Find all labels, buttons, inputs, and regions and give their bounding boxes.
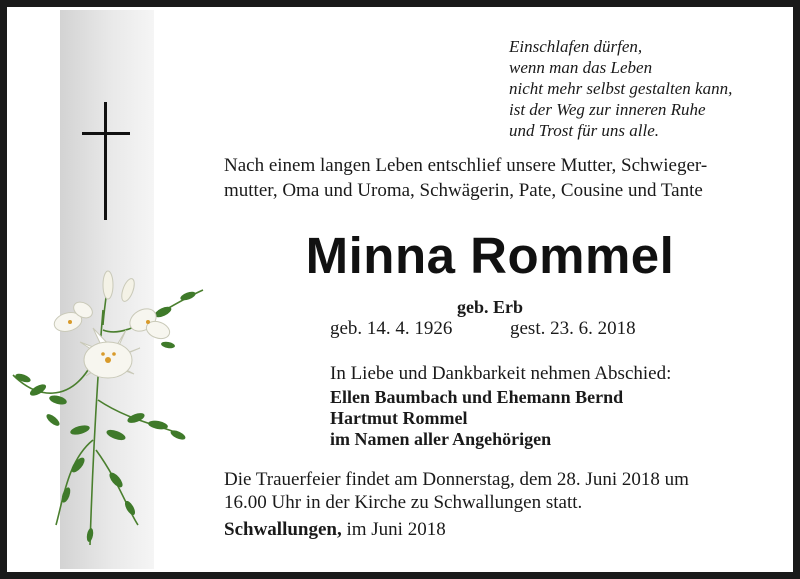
farewell-text: In Liebe und Dankbarkeit nehmen Abschied: (330, 363, 672, 384)
intro-line: mutter, Oma und Uroma, Schwägerin, Pate, Cousine und Tante (224, 180, 703, 201)
lily-bouquet-icon (8, 250, 213, 555)
poem-line: und Trost für uns alle. (509, 121, 660, 140)
funeral-service-info (224, 468, 689, 514)
place-name: Schwallungen, (224, 519, 342, 540)
poem-line: ist der Weg zur inneren Ruhe (509, 100, 706, 119)
maiden-name: geb. Erb (456, 297, 523, 317)
service-line: Die Trauerfeier findet am Donnerstag, dem 28. Juni 2018 um (224, 469, 689, 490)
deceased-name: Minna Rommel (305, 227, 675, 284)
poem-line: nicht mehr selbst gestalten kann, (509, 79, 733, 98)
issue-date: im Juni 2018 (341, 519, 446, 540)
mourner-name: im Namen aller Angehörigen (330, 429, 552, 449)
poem (509, 36, 732, 141)
service-line: 16.00 Uhr in der Kirche zu Schwallungen statt. (224, 492, 583, 513)
poem-line: Einschlafen dürfen, (509, 37, 643, 56)
birth-date: geb. 14. 4. 1926 (330, 318, 453, 339)
mourner-name: Hartmut Rommel (330, 408, 468, 428)
mourners-list (330, 387, 623, 450)
poem-line: wenn man das Leben (509, 58, 653, 77)
intro-line: Nach einem langen Leben entschlief unsere Mutter, Schwieger- (224, 155, 708, 176)
death-date: gest. 23. 6. 2018 (510, 318, 636, 339)
cross-icon (82, 102, 130, 220)
place-and-date (224, 519, 446, 541)
mourner-name: Ellen Baumbach und Ehemann Bernd (330, 387, 624, 407)
intro-text (224, 153, 707, 203)
